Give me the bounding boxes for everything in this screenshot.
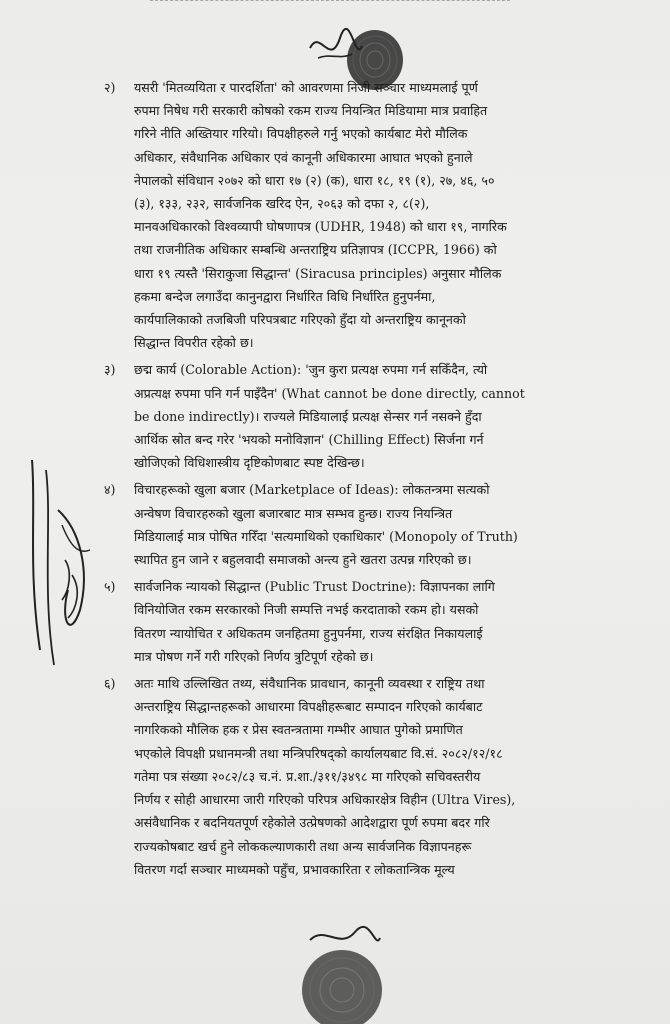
text-line: यसरी 'मितव्ययिता र पारदर्शिता' को आवरणमा निजी सञ्चार माध्यमलाई पूर्ण (134, 80, 478, 95)
text-line: अधिकार, संवैधानिक अधिकार एवं कानूनी अधिकारमा आघात भएको हुनाले (134, 149, 473, 165)
text-line: विनियोजित रकम सरकारको निजी सम्पत्ति नभई करदाताको रकम हो। यसको (134, 602, 479, 618)
document-body (104, 76, 644, 885)
text-line: अन्तराष्ट्रिय सिद्धान्तहरूको आधारमा विपक्षीहरूबाट सम्पादन गरिएको कार्यबाट (134, 699, 483, 715)
text-line: मिडियालाई मात्र पोषित गरिँदा 'सत्यमाथिको एकाधिकार' (Monopoly of Truth) (134, 528, 518, 544)
text-line: भएकोले विपक्षी प्रधानमन्त्री तथा मन्त्रिपरिषद्को कार्यालयबाट वि.सं. २०८२/१२/१८ (134, 745, 503, 761)
text-line: खोजिएको विधिशास्त्रीय दृष्टिकोणबाट स्पष्ट देखिन्छ। (134, 455, 365, 471)
text-line: असंवैधानिक र बदनियतपूर्ण रहेकोले उत्प्रेषणको आदेशद्वारा पूर्ण रुपमा बदर गरि (134, 815, 490, 831)
text-line: नागरिकको मौलिक हक र प्रेस स्वतन्त्रतामा गम्भीर आघात पुगेको प्रमाणित (134, 722, 463, 738)
paragraph-2 (104, 76, 644, 354)
paragraph-6 (104, 672, 644, 881)
text-line: कार्यपालिकाको तजबिजी परिपत्रबाट गरिएको हुँदा यो अन्तराष्ट्रिय कानूनको (134, 312, 466, 328)
side-signature-mark (10, 450, 110, 690)
paragraph-4 (104, 478, 644, 571)
text-line: अप्रत्यक्ष रुपमा पनि गर्न पाइँदैन' (What cannot be done directly, cannot (134, 385, 525, 401)
scan-edge-line (150, 0, 510, 4)
text-line: तथा राजनीतिक अधिकार सम्बन्धि अन्तराष्ट्रिय प्रतिज्ञापत्र (ICCPR, 1966) को (134, 242, 497, 258)
text-line: वितरण गर्दा सञ्चार माध्यमको पहुँच, प्रभावकारिता र लोकतान्त्रिक मूल्य (134, 861, 455, 877)
bottom-thumbprint-mark (280, 920, 410, 1024)
paragraph-number: ६) (104, 676, 116, 692)
text-line: अन्वेषण विचारहरुको खुला बजारबाट मात्र सम्भव हुन्छ। राज्य नियन्त्रित (134, 505, 453, 521)
text-line: सिद्धान्त विपरीत रहेको छ। (134, 335, 254, 351)
text-line: गतेमा पत्र संख्या २०८२/८३ च.नं. प्र.शा./३११/३४९८ मा गरिएको सचिवस्तरीय (134, 768, 481, 784)
paragraph-3 (104, 358, 644, 474)
text-line: हकमा बन्देज लगाउँदा कानुनद्वारा निर्धारित विधि निर्धारित हुनुपर्नमा, (134, 288, 436, 304)
paragraph-number: ३) (104, 362, 116, 378)
paragraph-number: ५) (104, 579, 116, 595)
text-line: (३), १३३, २३२, सार्वजनिक खरिद ऐन, २०६३ को दफा २, ८(२), (134, 196, 430, 212)
text-line: गरिने नीति अख्तियार गरियो। विपक्षीहरुले गर्नु भएको कार्यबाट मेरो मौलिक (134, 126, 468, 142)
paragraph-5 (104, 575, 644, 668)
text-line: धारा १९ त्यस्तै 'सिराकुजा सिद्धान्त' (Siracusa principles) अनुसार मौलिक (134, 265, 502, 281)
text-line: विचारहरूको खुला बजार (Marketplace of Ideas): लोकतन्त्रमा सत्यको (134, 482, 490, 498)
text-line: निर्णय र सोही आधारमा जारी गरिएको परिपत्र अधिकारक्षेत्र विहीन (Ultra Vires), (134, 792, 516, 808)
text-line: मानवअधिकारको विश्वव्यापी घोषणापत्र (UDHR, 1948) को धारा १९, नागरिक (134, 219, 507, 235)
paragraph-number: २) (104, 80, 116, 95)
text-line: सार्वजनिक न्यायको सिद्धान्त (Public Trust Doctrine): विज्ञापनका लागि (134, 579, 495, 595)
text-line: छद्म कार्य (Colorable Action): 'जुन कुरा प्रत्यक्ष रुपमा गर्न सकिँदैन, त्यो (134, 362, 488, 378)
text-line: स्थापित हुन जाने र बहुलवादी समाजको अन्त्य हुने खतरा उत्पन्न गरिएको छ। (134, 552, 472, 568)
text-line: अतः माथि उल्लिखित तथ्य, संवैधानिक प्रावधान, कानूनी व्यवस्था र राष्ट्रिय तथा (134, 676, 485, 692)
text-line: नेपालको संविधान २०७२ को धारा १७ (२) (क), धारा १८, १९ (१), २७, ४६, ५० (134, 172, 495, 188)
text-line: आर्थिक स्रोत बन्द गरेर 'भयको मनोविज्ञान' (Chilling Effect) सिर्जना गर्न (134, 432, 484, 448)
paragraph-number: ४) (104, 482, 116, 498)
text-line: वितरण न्यायोचित र अधिकतम जनहितमा हुनुपर्नमा, राज्य संरक्षित निकायलाई (134, 625, 483, 641)
text-line: मात्र पोषण गर्ने गरी गरिएको निर्णय त्रुटिपूर्ण रहेको छ। (134, 648, 374, 664)
text-line: राज्यकोषबाट खर्च हुने लोककल्याणकारी तथा अन्य सार्वजनिक विज्ञापनहरू (134, 838, 472, 854)
text-line: रुपमा निषेध गरी सरकारी कोषको रकम राज्य नियन्त्रित मिडियामा मात्र प्रवाहित (134, 103, 488, 119)
text-line: be done indirectly)। राज्यले मिडियालाई प्रत्यक्ष सेन्सर गर्न नसक्ने हुँदा (134, 408, 482, 424)
